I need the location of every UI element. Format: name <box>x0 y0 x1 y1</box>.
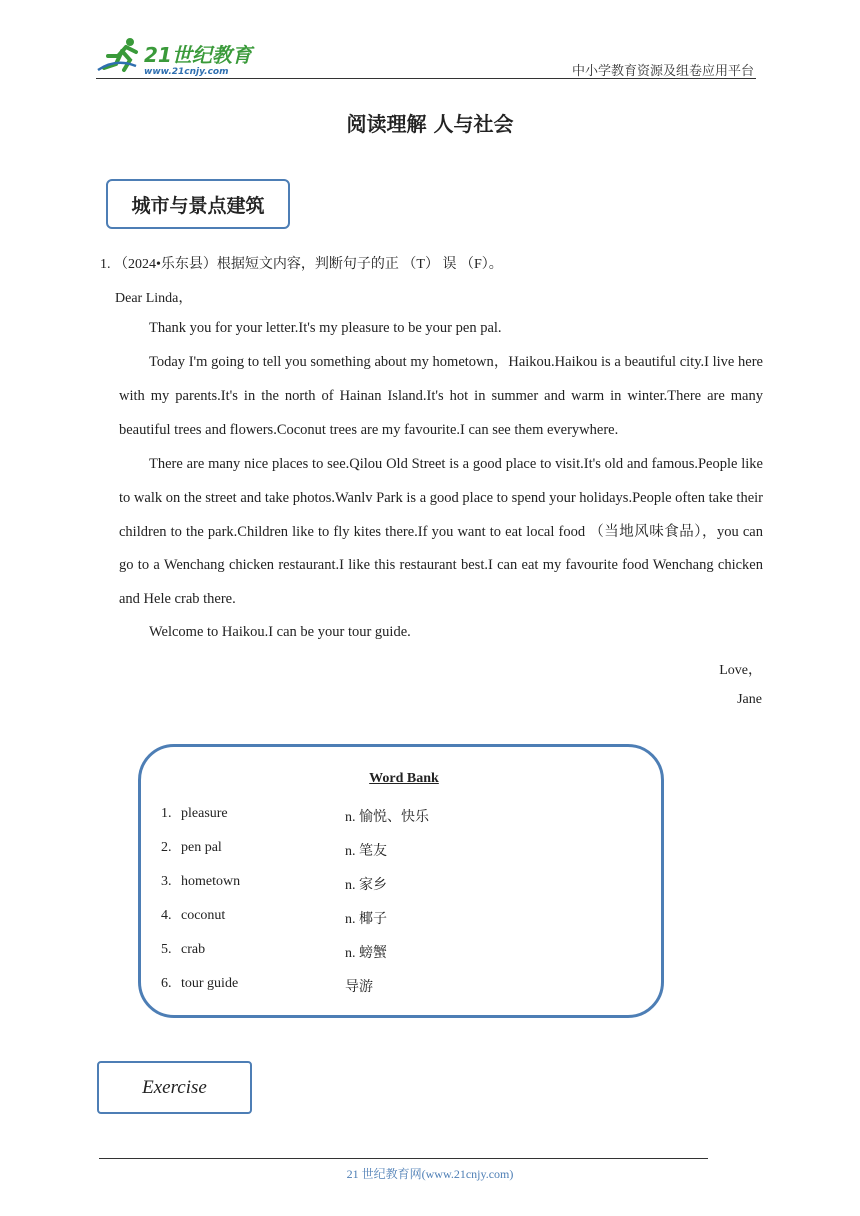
platform-tagline: 中小学教育资源及组卷应用平台 <box>571 63 754 78</box>
word-bank-title: Word Bank <box>369 771 439 786</box>
word-bank-item: 3. hometown n. 家乡 <box>161 874 387 893</box>
word-bank-item: 4. coconut n. 椰子 <box>161 908 387 927</box>
letter-signature: Jane <box>737 692 762 707</box>
word-bank-item: 6. tour guide 导游 <box>161 976 373 995</box>
runner-logo-icon <box>96 36 256 76</box>
logo-url: www.21cnjy.com <box>144 67 229 76</box>
page-title: 阅读理解 人与社会 <box>346 112 514 136</box>
letter-closing: Love， <box>719 663 762 678</box>
letter-paragraph: Today I'm going to tell you something about my hometown，Haikou.Haikou is a beautiful city.I live here with my parents.It's in the north of Hainan Island.It's hot in summer and warm in winter.There are many beautiful trees and flowers.Coconut trees are my favourite.I can see them everywhere. <box>119 354 763 438</box>
exercise-heading: Exercise <box>97 1061 252 1114</box>
footer-divider <box>99 1158 708 1159</box>
site-logo <box>96 36 256 76</box>
question-prompt: 1. （2024•乐东县）根据短文内容，判断句子的正 （T） 误 （F）。 <box>100 257 503 272</box>
word-bank-item: 2. pen pal n. 笔友 <box>161 840 387 859</box>
header-divider <box>96 78 756 79</box>
footer-link[interactable]: 21 世纪教育网(www.21cnjy.com) <box>346 1167 514 1181</box>
letter-salutation: Dear Linda， <box>115 291 193 306</box>
section-heading: 城市与景点建筑 <box>106 179 290 229</box>
word-bank-item: 5. crab n. 螃蟹 <box>161 942 387 961</box>
word-bank-panel <box>138 744 664 1018</box>
letter-paragraph: There are many nice places to see.Qilou Old Street is a good place to visit.It's old and famous.People like to walk on the street and take photos.Wanlv Park is a good place to spend your holidays.People often take their children to the park.Children like to fly kites there.If you want to eat local food （当地风味食品），you can go to a Wenchang chicken restaurant.I like this restaurant best.I can eat my favourite food Wenchang chicken and Hele crab there. <box>119 456 763 608</box>
word-bank-item: 1. pleasure n. 愉悦、快乐 <box>161 806 429 825</box>
logo-text: 21世纪教育 <box>144 43 252 67</box>
letter-paragraph: Thank you for your letter.It's my pleasure to be your pen pal. <box>149 320 502 336</box>
letter-paragraph: Welcome to Haikou.I can be your tour guide. <box>149 624 411 640</box>
